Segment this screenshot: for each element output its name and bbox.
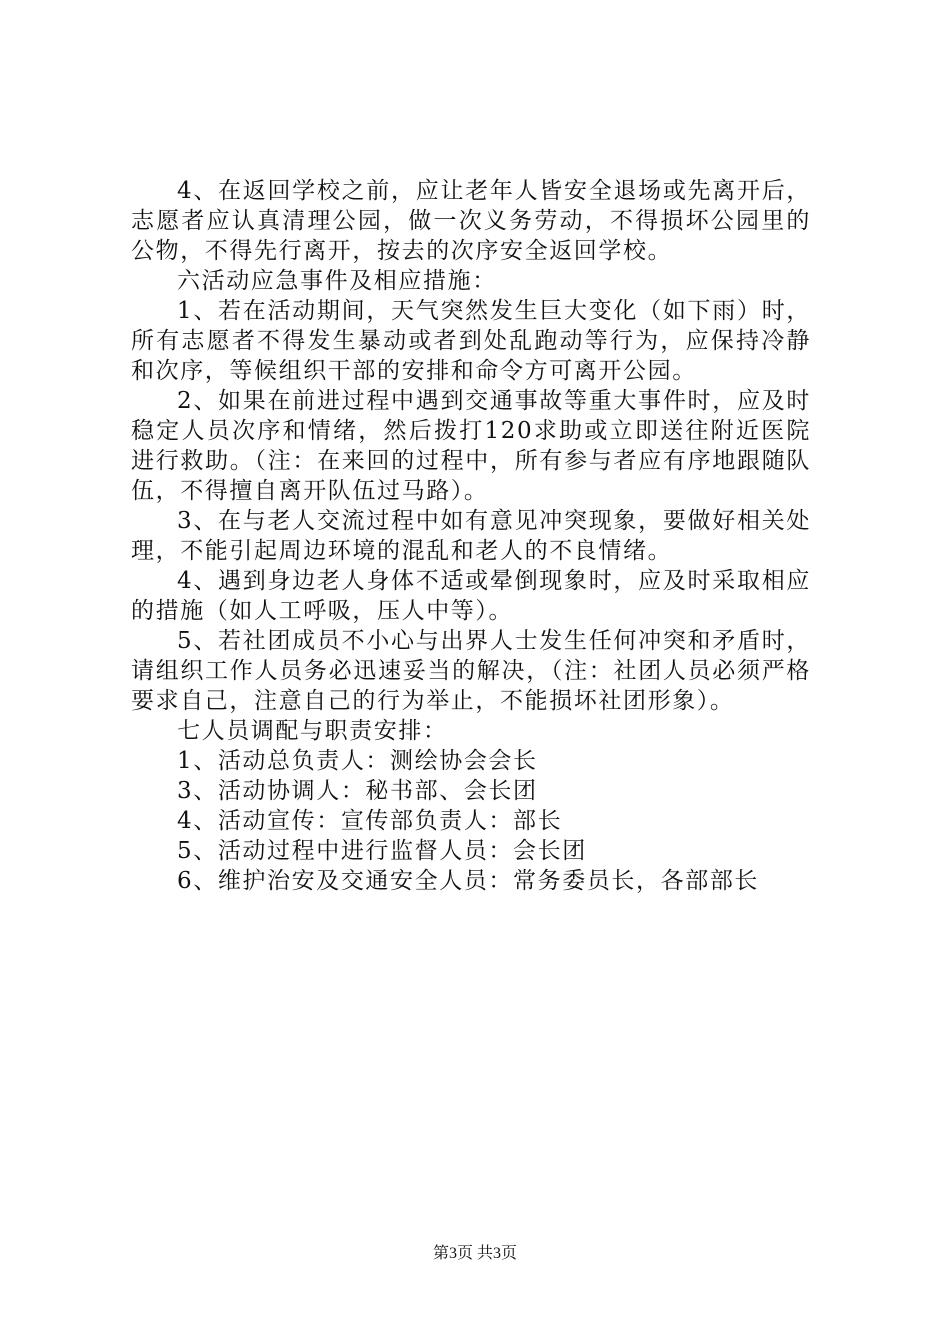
page-footer: 第3页 共3页 — [432, 1245, 517, 1262]
document-body — [131, 176, 811, 896]
paragraph-weather: 1、若在活动期间，天气突然发生巨大变化（如下雨）时，所有志愿者不得发生暴动或者到处乱跑动等行为，应保持冷静和次序，等候组织干部的安排和命令方可离开公园。 — [131, 298, 811, 384]
list-item: 4、活动宣传：宣传部负责人：部长 — [177, 808, 563, 834]
list-item: 3、活动协调人：秘书部、会长团 — [177, 778, 538, 804]
paragraph-conflict: 3、在与老人交流过程中如有意见冲突现象，要做好相关处理，不能引起周边环境的混乱和老人的不良情绪。 — [131, 508, 811, 564]
paragraph-return-school: 4、在返回学校之前，应让老年人皆安全退场或先离开后，志愿者应认真清理公园，做一次义务劳动，不得损坏公园里的公物，不得先行离开，按去的次序安全返回学校。 — [131, 178, 811, 264]
section-heading-staffing: 七人员调配与职责安排： — [177, 718, 448, 744]
paragraph-elder-unwell: 4、遇到身边老人身体不适或晕倒现象时，应及时采取相应的措施（如人工呼吸，压人中等）。 — [131, 568, 811, 624]
section-heading-emergency: 六活动应急事件及相应措施： — [177, 268, 497, 294]
list-item: 1、活动总负责人：测绘协会会长 — [177, 748, 538, 774]
paragraph-member-conflict: 5、若社团成员不小心与出界人士发生任何冲突和矛盾时，请组织工作人员务必迅速妥当的解决，（注：社团人员必须严格要求自己，注意自己的行为举止，不能损坏社团形象）。 — [131, 628, 811, 714]
paragraph-traffic-accident: 2、如果在前进过程中遇到交通事故等重大事件时，应及时稳定人员次序和情绪，然后拨打120求助或立即送往附近医院进行救助。（注：在来回的过程中，所有参与者应有序地跟随队伍，不得擅自离开队伍过马路）。 — [131, 388, 811, 504]
list-item: 5、活动过程中进行监督人员：会长团 — [177, 838, 587, 864]
list-item: 6、维护治安及交通安全人员：常务委员长，各部部长 — [177, 868, 760, 894]
